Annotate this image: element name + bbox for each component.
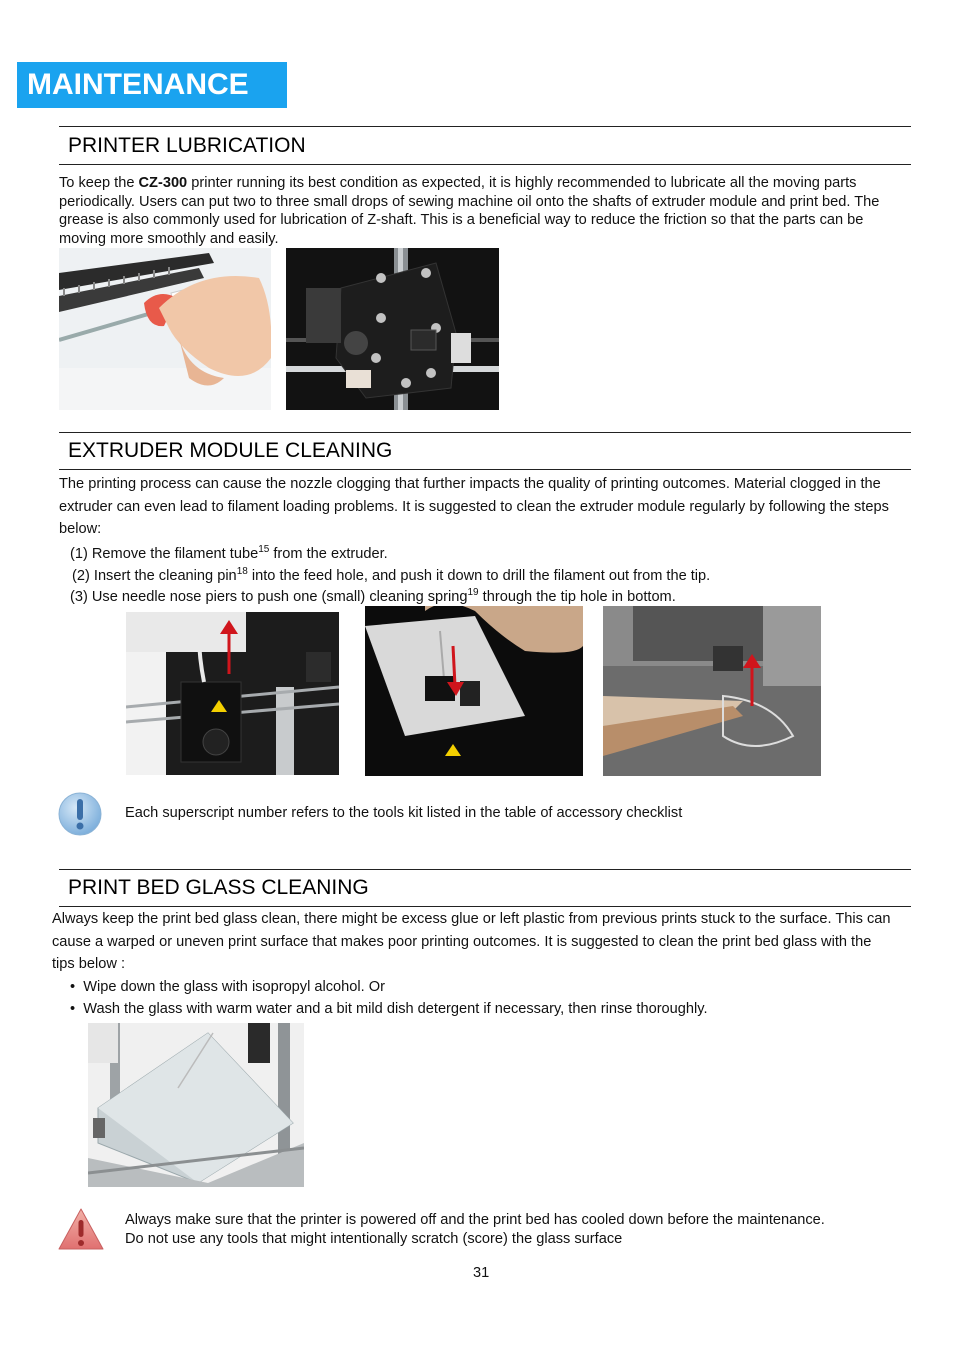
- glass-bullet-1: • Wipe down the glass with isopropyl alcohol. Or: [70, 979, 385, 995]
- page-number: 31: [473, 1265, 490, 1281]
- lubrication-heading-bar: [59, 126, 911, 165]
- bullet-dot: •: [70, 979, 84, 995]
- warning-note-text: Always make sure that the printer is powered off and the print bed has cooled down before the maintenance. Do not use any tools that might intentionally scratch (score) the glass surface: [125, 1212, 825, 1247]
- oil-bottle-photo: [59, 248, 271, 410]
- page-title: MAINTENANCE: [27, 68, 249, 101]
- info-note-text: Each superscript number refers to the tools kit listed in the table of accessory checklist: [125, 805, 683, 821]
- lubrication-paragraph: [59, 174, 904, 248]
- extruder-step-1: (1) Remove the filament tube$^{15}$ from the extruder.: [70, 544, 388, 562]
- extruder-heading-bar: [59, 432, 911, 470]
- lubrication-text-rest: printer running its best condition as expected, it is highly recommended to lubricate all the moving parts periodically. Users can put two to three small drops of sewing machine oil onto the shafts of extruder module and print bed. The grease is also commonly used for lubrication of Z-shaft. This is a beneficial way to reduce the friction so that the parts can be moving more smoothly and easily.: [59, 175, 880, 247]
- extruder-step-2: (2) Insert the cleaning pin$^{18}$ into the feed hole, and push it down to drill the filament out from the tip.: [72, 566, 711, 584]
- section-banner: [17, 62, 287, 108]
- remove-tube-photo: [126, 612, 339, 775]
- glass-heading-bar: [59, 869, 911, 907]
- glass-intro: Always keep the print bed glass clean, there might be excess glue or left plastic from previous prints stuck to the surface. This can cause a warped or uneven print surface that makes poor printing outcomes. It is suggested to clean the print bed glass with the tips below :: [52, 911, 891, 972]
- lubrication-heading: PRINTER LUBRICATION: [68, 134, 306, 157]
- print-bed-glass-photo: [88, 1023, 304, 1187]
- model-name: CZ-300: [138, 175, 188, 191]
- lubrication-text-start: To keep the: [59, 175, 139, 191]
- glass-bullet-2: • Wash the glass with warm water and a bit mild dish detergent if necessary, then rinse thoroughly.: [70, 1001, 708, 1017]
- extruder-shaft-photo: [286, 248, 499, 410]
- extruder-step-3: (3) Use needle nose piers to push one (small) cleaning spring$^{19}$ through the tip hole in bottom.: [70, 587, 676, 605]
- bullet-dot: •: [70, 1001, 84, 1017]
- warning-icon: [57, 1207, 105, 1251]
- info-icon: [57, 792, 103, 836]
- push-spring-photo: [603, 606, 821, 776]
- insert-pin-photo: [365, 606, 583, 776]
- extruder-heading: EXTRUDER MODULE CLEANING: [68, 439, 393, 462]
- glass-heading: PRINT BED GLASS CLEANING: [68, 876, 369, 899]
- extruder-intro: The printing process can cause the nozzle clogging that further impacts the quality of printing outcomes. Material clogged in the extruder can even lead to filament loading problems. It is suggested to clean the extruder module regularly by following the steps below:: [59, 476, 889, 537]
